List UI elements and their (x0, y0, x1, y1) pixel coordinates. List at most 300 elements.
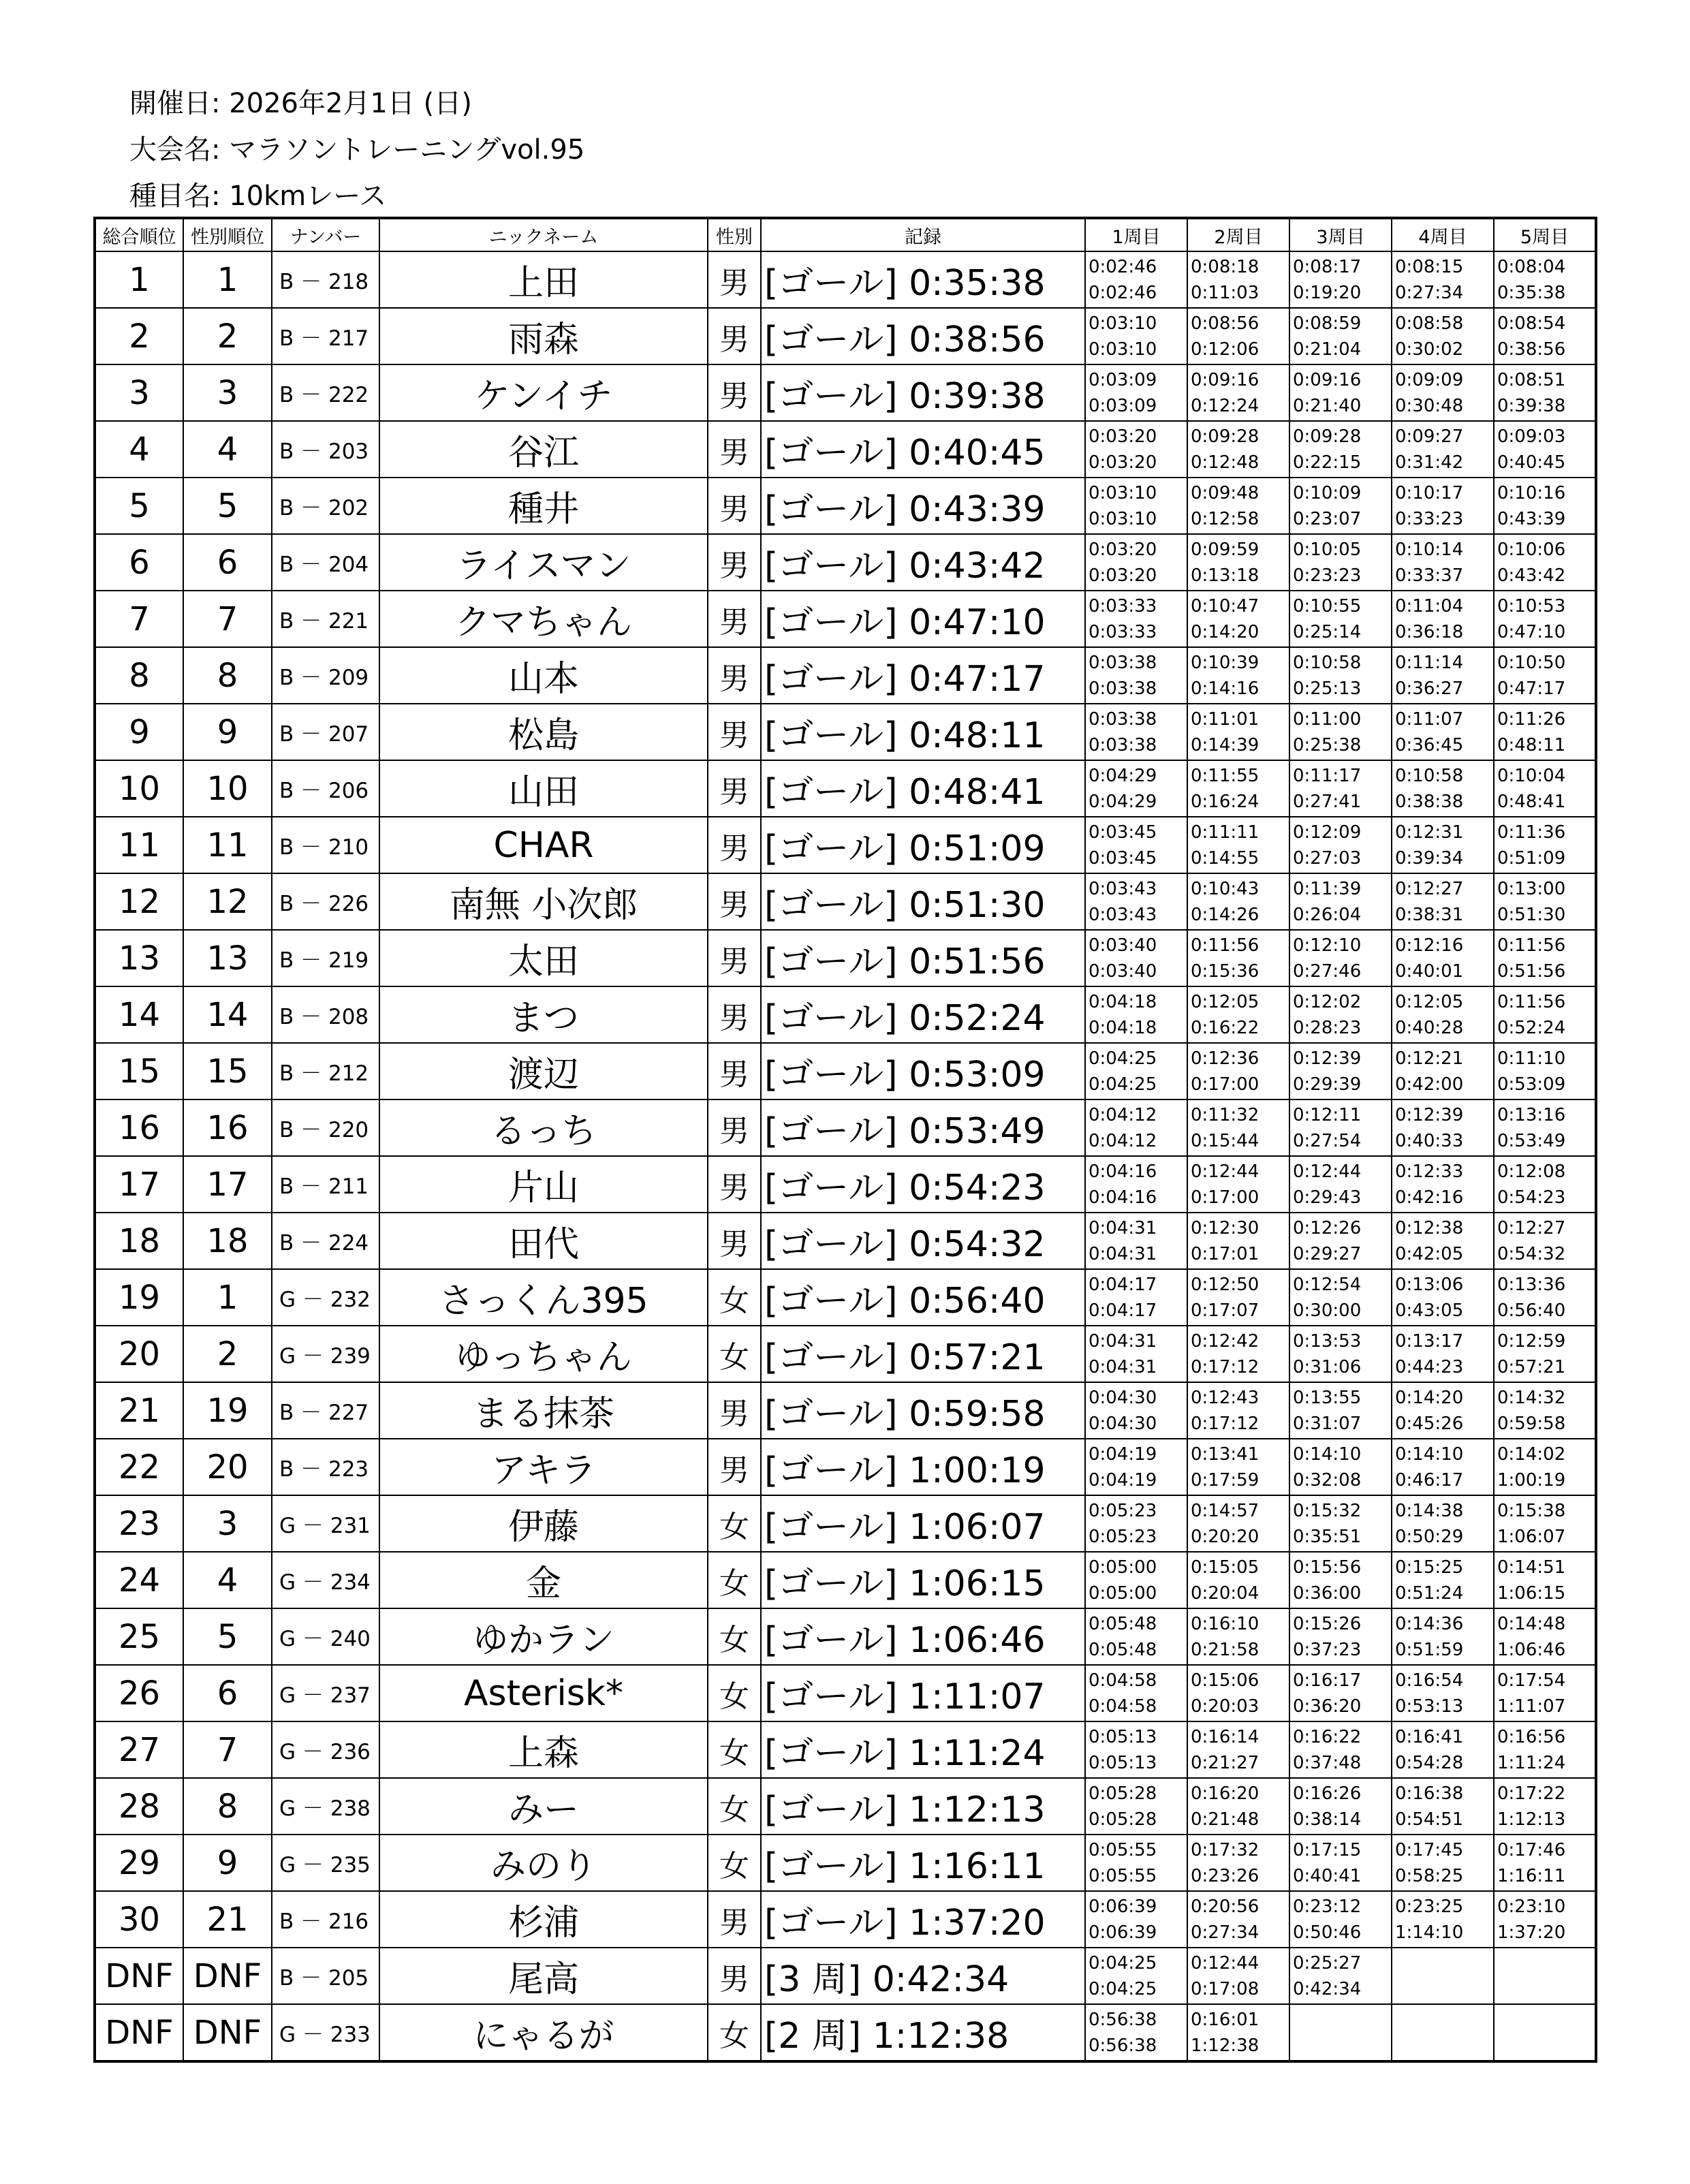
bib-number-cell: B － 222 (272, 364, 379, 421)
lap-cumulative-time: 0:40:33 (1395, 1130, 1464, 1151)
gender-cell: 男 (708, 534, 761, 591)
overall-rank-cell: 4 (95, 421, 183, 478)
lap-1-cell (1085, 251, 1187, 308)
lap-split-time: 0:04:19 (1089, 1444, 1157, 1465)
lap-cumulative-time: 0:59:58 (1497, 1413, 1566, 1434)
lap-5-cell (1494, 647, 1596, 704)
lap-split-time: 0:20:56 (1191, 1896, 1259, 1917)
lap-split-time: 0:10:53 (1497, 595, 1566, 617)
lap-split-time: 0:15:06 (1191, 1670, 1259, 1691)
lap-split-time: 0:17:15 (1293, 1839, 1362, 1860)
lap-3-cell (1289, 1665, 1392, 1721)
lap-cumulative-time: 0:05:55 (1089, 1865, 1157, 1886)
lap-cumulative-time: 1:06:46 (1497, 1639, 1566, 1660)
lap-3-cell (1289, 647, 1392, 704)
lap-3-cell (1289, 760, 1392, 817)
lap-split-time: 0:15:56 (1293, 1557, 1362, 1578)
lap-split-time: 0:15:32 (1293, 1500, 1362, 1521)
lap-split-time: 0:12:30 (1191, 1217, 1259, 1238)
table-row (95, 1721, 1596, 1778)
gender-cell: 女 (708, 1608, 761, 1665)
gender-rank-cell: 4 (183, 1552, 272, 1608)
overall-rank-cell: 27 (95, 1721, 183, 1778)
lap-split-time: 0:04:31 (1089, 1330, 1157, 1352)
lap-cumulative-time: 0:22:15 (1293, 452, 1362, 473)
nickname-cell: 谷江 (379, 421, 708, 478)
gender-cell: 男 (708, 986, 761, 1043)
event-header (129, 80, 584, 219)
lap-cumulative-time (1497, 1976, 1595, 2002)
overall-rank-cell: 15 (95, 1043, 183, 1099)
lap-split-time: 0:11:39 (1293, 878, 1362, 899)
gender-cell: 男 (708, 760, 761, 817)
lap-split-time: 0:13:55 (1293, 1387, 1362, 1408)
nickname-cell: 片山 (379, 1156, 708, 1213)
gender-cell: 男 (708, 647, 761, 704)
lap-split-time: 0:03:10 (1089, 482, 1157, 503)
overall-rank-cell: 23 (95, 1495, 183, 1552)
lap-split-time: 0:13:41 (1191, 1444, 1259, 1465)
gender-cell: 男 (708, 817, 761, 873)
lap-cumulative-time: 0:43:05 (1395, 1300, 1464, 1321)
lap-split-time: 0:16:14 (1191, 1726, 1259, 1747)
nickname-cell: ゆっちゃん (379, 1326, 708, 1382)
bib-number-cell: B － 202 (272, 478, 379, 534)
lap-2-cell (1187, 1835, 1289, 1891)
lap-3-cell (1289, 1326, 1392, 1382)
lap-split-time: 0:10:05 (1293, 539, 1362, 560)
gender-rank-cell: 21 (183, 1891, 272, 1948)
lap-cumulative-time: 0:17:08 (1191, 1978, 1259, 1999)
lap-cumulative-time: 0:50:46 (1293, 1922, 1362, 1943)
table-row (95, 1156, 1596, 1213)
lap-3-cell (1289, 1948, 1392, 2004)
lap-cumulative-time: 1:00:19 (1497, 1469, 1566, 1491)
lap-split-time: 0:16:26 (1293, 1783, 1362, 1804)
lap-4-cell (1392, 1043, 1494, 1099)
nickname-cell: Asterisk* (379, 1665, 708, 1721)
lap-split-time (1395, 1950, 1493, 1976)
overall-rank-cell: 2 (95, 308, 183, 364)
lap-split-time: 0:17:45 (1395, 1839, 1464, 1860)
lap-cumulative-time: 0:14:16 (1191, 678, 1259, 699)
record-cell: [ゴール] 0:38:56 (761, 308, 1085, 364)
gender-cell: 男 (708, 873, 761, 930)
lap-split-time: 0:10:58 (1395, 765, 1464, 786)
table-row (95, 930, 1596, 986)
lap-3-cell (1289, 1891, 1392, 1948)
lap-split-time: 0:12:33 (1395, 1161, 1464, 1182)
lap-split-time: 0:03:33 (1089, 595, 1157, 617)
lap-3-cell (1289, 251, 1392, 308)
results-table (93, 217, 1597, 2063)
lap-cumulative-time: 0:30:02 (1395, 339, 1464, 360)
nickname-cell: みー (379, 1778, 708, 1835)
table-row (95, 986, 1596, 1043)
overall-rank-cell: 14 (95, 986, 183, 1043)
lap-split-time: 0:05:28 (1089, 1783, 1157, 1804)
lap-cumulative-time: 0:27:54 (1293, 1130, 1362, 1151)
lap-2-cell (1187, 930, 1289, 986)
lap-split-time: 0:10:14 (1395, 539, 1464, 560)
lap-cumulative-time: 0:26:04 (1293, 904, 1362, 925)
lap-cumulative-time: 0:28:23 (1293, 1017, 1362, 1038)
lap-cumulative-time: 0:32:08 (1293, 1469, 1362, 1491)
gender-cell: 女 (708, 1269, 761, 1326)
lap-split-time: 0:08:59 (1293, 313, 1362, 334)
lap-split-time: 0:04:29 (1089, 765, 1157, 786)
lap-split-time: 0:04:18 (1089, 991, 1157, 1012)
record-cell: [ゴール] 1:11:07 (761, 1665, 1085, 1721)
lap-split-time: 0:11:56 (1497, 935, 1566, 956)
lap-cumulative-time: 0:54:51 (1395, 1809, 1464, 1830)
lap-1-cell (1085, 647, 1187, 704)
lap-split-time: 0:12:38 (1395, 1217, 1464, 1238)
lap-split-time: 0:12:10 (1293, 935, 1362, 956)
lap-split-time: 0:11:55 (1191, 765, 1259, 786)
table-row (95, 1608, 1596, 1665)
lap-cumulative-time: 1:11:07 (1497, 1696, 1566, 1717)
lap-split-time: 0:05:13 (1089, 1726, 1157, 1747)
lap-1-cell (1085, 1213, 1187, 1269)
nickname-cell: クマちゃん (379, 591, 708, 647)
lap-4-cell (1392, 704, 1494, 760)
bib-number-cell: G － 236 (272, 1721, 379, 1778)
lap-cumulative-time: 0:03:38 (1089, 734, 1157, 755)
lap-split-time: 0:06:39 (1089, 1896, 1157, 1917)
bib-number-cell: G － 232 (272, 1269, 379, 1326)
lap-cumulative-time: 0:36:45 (1395, 734, 1464, 755)
lap-4-cell (1392, 1948, 1494, 2004)
table-row (95, 1948, 1596, 2004)
lap-cumulative-time: 0:05:28 (1089, 1809, 1157, 1830)
lap-split-time: 0:12:26 (1293, 1217, 1362, 1238)
gender-rank-cell: 12 (183, 873, 272, 930)
lap-cumulative-time: 0:14:20 (1191, 621, 1259, 642)
lap-split-time: 0:05:55 (1089, 1839, 1157, 1860)
lap-2-cell (1187, 1156, 1289, 1213)
lap-split-time: 0:04:25 (1089, 1048, 1157, 1069)
lap-split-time: 0:10:16 (1497, 482, 1566, 503)
gender-rank-cell: 4 (183, 421, 272, 478)
lap-split-time: 0:03:43 (1089, 878, 1157, 899)
overall-rank-cell: 16 (95, 1099, 183, 1156)
lap-4-cell (1392, 478, 1494, 534)
lap-split-time: 0:08:15 (1395, 256, 1464, 277)
lap-split-time: 0:10:09 (1293, 482, 1362, 503)
col-header-number: ナンバー (272, 218, 379, 251)
lap-cumulative-time: 0:17:07 (1191, 1300, 1259, 1321)
lap-4-cell (1392, 1439, 1494, 1495)
record-cell: [ゴール] 1:06:15 (761, 1552, 1085, 1608)
lap-cumulative-time: 0:38:14 (1293, 1809, 1362, 1830)
lap-split-time (1497, 2007, 1595, 2033)
lap-5-cell (1494, 251, 1596, 308)
gender-cell: 女 (708, 2004, 761, 2061)
record-cell: [ゴール] 1:16:11 (761, 1835, 1085, 1891)
record-cell: [ゴール] 0:52:24 (761, 986, 1085, 1043)
bib-number-cell: B － 220 (272, 1099, 379, 1156)
table-row (95, 647, 1596, 704)
gender-rank-cell: 11 (183, 817, 272, 873)
lap-cumulative-time: 0:53:49 (1497, 1130, 1566, 1151)
lap-cumulative-time: 0:53:13 (1395, 1696, 1464, 1717)
lap-4-cell (1392, 2004, 1494, 2061)
lap-split-time: 0:12:08 (1497, 1161, 1566, 1182)
overall-rank-cell: 1 (95, 251, 183, 308)
bib-number-cell: B － 216 (272, 1891, 379, 1948)
gender-rank-cell: DNF (183, 1948, 272, 2004)
lap-split-time (1293, 2007, 1391, 2033)
table-row (95, 534, 1596, 591)
lap-1-cell (1085, 1835, 1187, 1891)
lap-split-time: 0:23:25 (1395, 1896, 1464, 1917)
lap-2-cell (1187, 1326, 1289, 1382)
lap-3-cell (1289, 534, 1392, 591)
lap-5-cell (1494, 930, 1596, 986)
lap-split-time: 0:08:51 (1497, 369, 1566, 390)
lap-cumulative-time: 0:16:24 (1191, 791, 1259, 812)
lap-3-cell (1289, 1608, 1392, 1665)
record-cell: [ゴール] 0:47:17 (761, 647, 1085, 704)
gender-rank-cell: 8 (183, 647, 272, 704)
lap-5-cell (1494, 1043, 1596, 1099)
lap-3-cell (1289, 1721, 1392, 1778)
lap-split-time: 0:11:36 (1497, 822, 1566, 843)
lap-split-time: 0:04:30 (1089, 1387, 1157, 1408)
lap-2-cell (1187, 251, 1289, 308)
lap-cumulative-time: 0:12:06 (1191, 339, 1259, 360)
overall-rank-cell: 19 (95, 1269, 183, 1326)
lap-cumulative-time: 0:56:38 (1089, 2035, 1157, 2056)
record-cell: [ゴール] 0:48:11 (761, 704, 1085, 760)
lap-split-time: 0:04:31 (1089, 1217, 1157, 1238)
record-cell: [ゴール] 0:59:58 (761, 1382, 1085, 1439)
record-cell: [ゴール] 0:39:38 (761, 364, 1085, 421)
record-cell: [ゴール] 1:06:07 (761, 1495, 1085, 1552)
lap-cumulative-time: 0:50:29 (1395, 1526, 1464, 1547)
lap-split-time: 0:11:56 (1191, 935, 1259, 956)
record-cell: [ゴール] 0:53:09 (761, 1043, 1085, 1099)
gender-cell: 男 (708, 364, 761, 421)
col-header-gender: 性別 (708, 218, 761, 251)
lap-cumulative-time: 0:03:20 (1089, 452, 1157, 473)
lap-split-time: 0:16:22 (1293, 1726, 1362, 1747)
record-cell: [ゴール] 1:37:20 (761, 1891, 1085, 1948)
nickname-cell: 伊藤 (379, 1495, 708, 1552)
table-row (95, 251, 1596, 308)
overall-rank-cell: 24 (95, 1552, 183, 1608)
lap-split-time: 0:03:38 (1089, 708, 1157, 730)
table-row (95, 1778, 1596, 1835)
overall-rank-cell: 21 (95, 1382, 183, 1439)
lap-split-time: 0:10:55 (1293, 595, 1362, 617)
lap-1-cell (1085, 1156, 1187, 1213)
lap-1-cell (1085, 308, 1187, 364)
nickname-cell: CHAR (379, 817, 708, 873)
lap-split-time: 0:03:40 (1089, 935, 1157, 956)
record-cell: [ゴール] 1:00:19 (761, 1439, 1085, 1495)
nickname-cell: さっくん395 (379, 1269, 708, 1326)
lap-split-time: 0:10:39 (1191, 652, 1259, 673)
lap-split-time: 0:09:16 (1191, 369, 1259, 390)
table-row (95, 817, 1596, 873)
lap-split-time: 0:12:05 (1395, 991, 1464, 1012)
lap-split-time: 0:10:58 (1293, 652, 1362, 673)
lap-3-cell (1289, 1043, 1392, 1099)
nickname-cell: 松島 (379, 704, 708, 760)
lap-2-cell (1187, 1269, 1289, 1326)
lap-5-cell (1494, 1552, 1596, 1608)
lap-cumulative-time: 1:37:20 (1497, 1922, 1566, 1943)
gender-cell: 男 (708, 421, 761, 478)
gender-rank-cell: 7 (183, 1721, 272, 1778)
record-cell: [ゴール] 0:54:23 (761, 1156, 1085, 1213)
lap-split-time: 0:08:54 (1497, 313, 1566, 334)
nickname-cell: 杉浦 (379, 1891, 708, 1948)
gender-cell: 男 (708, 1043, 761, 1099)
table-row (95, 1439, 1596, 1495)
nickname-cell: ケンイチ (379, 364, 708, 421)
lap-split-time: 0:15:05 (1191, 1557, 1259, 1578)
lap-cumulative-time: 0:21:04 (1293, 339, 1362, 360)
lap-2-cell (1187, 873, 1289, 930)
gender-cell: 男 (708, 1891, 761, 1948)
nickname-cell: 山田 (379, 760, 708, 817)
lap-cumulative-time: 0:02:46 (1089, 282, 1157, 303)
lap-2-cell (1187, 1608, 1289, 1665)
lap-1-cell (1085, 1495, 1187, 1552)
lap-split-time: 0:10:50 (1497, 652, 1566, 673)
lap-split-time: 0:16:38 (1395, 1783, 1464, 1804)
lap-split-time: 0:17:22 (1497, 1783, 1566, 1804)
lap-cumulative-time: 0:03:09 (1089, 395, 1157, 416)
lap-3-cell (1289, 1156, 1392, 1213)
lap-cumulative-time: 0:05:48 (1089, 1639, 1157, 1660)
lap-split-time: 0:14:57 (1191, 1500, 1259, 1521)
gender-rank-cell: 14 (183, 986, 272, 1043)
lap-2-cell (1187, 1043, 1289, 1099)
lap-cumulative-time: 0:47:17 (1497, 678, 1566, 699)
lap-split-time: 0:17:54 (1497, 1670, 1566, 1691)
gender-cell: 男 (708, 591, 761, 647)
lap-cumulative-time: 0:04:12 (1089, 1130, 1157, 1151)
record-cell: [ゴール] 0:53:49 (761, 1099, 1085, 1156)
lap-cumulative-time: 1:14:10 (1395, 1922, 1464, 1943)
gender-rank-cell: 6 (183, 534, 272, 591)
lap-split-time: 0:17:46 (1497, 1839, 1566, 1860)
table-row (95, 478, 1596, 534)
lap-2-cell (1187, 1721, 1289, 1778)
bib-number-cell: B － 221 (272, 591, 379, 647)
lap-2-cell (1187, 534, 1289, 591)
lap-2-cell (1187, 647, 1289, 704)
lap-split-time: 0:14:20 (1395, 1387, 1464, 1408)
lap-1-cell (1085, 760, 1187, 817)
lap-2-cell (1187, 478, 1289, 534)
lap-5-cell (1494, 704, 1596, 760)
table-row (95, 591, 1596, 647)
lap-split-time: 0:11:32 (1191, 1104, 1259, 1125)
record-cell: [ゴール] 1:06:46 (761, 1608, 1085, 1665)
lap-split-time: 0:13:06 (1395, 1274, 1464, 1295)
gender-cell: 女 (708, 1665, 761, 1721)
lap-1-cell (1085, 534, 1187, 591)
overall-rank-cell: 11 (95, 817, 183, 873)
col-header-record: 記録 (761, 218, 1085, 251)
lap-split-time: 0:09:48 (1191, 482, 1259, 503)
lap-split-time: 0:23:10 (1497, 1896, 1566, 1917)
lap-1-cell (1085, 1552, 1187, 1608)
lap-cumulative-time: 0:40:45 (1497, 452, 1566, 473)
lap-split-time: 0:12:16 (1395, 935, 1464, 956)
event-date: 開催日: 2026年2月1日 (日) (129, 88, 472, 119)
bib-number-cell: B － 223 (272, 1439, 379, 1495)
lap-4-cell (1392, 1495, 1494, 1552)
lap-cumulative-time: 0:04:25 (1089, 1978, 1157, 1999)
lap-cumulative-time: 0:13:18 (1191, 565, 1259, 586)
bib-number-cell: B － 217 (272, 308, 379, 364)
col-header-gender-rank: 性別順位 (183, 218, 272, 251)
nickname-cell: みのり (379, 1835, 708, 1891)
lap-1-cell (1085, 986, 1187, 1043)
gender-rank-cell: 20 (183, 1439, 272, 1495)
lap-3-cell (1289, 1835, 1392, 1891)
lap-cumulative-time: 0:19:20 (1293, 282, 1362, 303)
lap-cumulative-time: 0:43:39 (1497, 508, 1566, 529)
table-row (95, 1326, 1596, 1382)
lap-cumulative-time: 0:39:34 (1395, 847, 1464, 869)
lap-cumulative-time: 0:52:24 (1497, 1017, 1566, 1038)
lap-3-cell (1289, 1552, 1392, 1608)
bib-number-cell: B － 204 (272, 534, 379, 591)
record-cell: [ゴール] 0:43:39 (761, 478, 1085, 534)
lap-cumulative-time: 0:12:24 (1191, 395, 1259, 416)
lap-5-cell (1494, 1721, 1596, 1778)
lap-cumulative-time: 0:42:05 (1395, 1243, 1464, 1264)
overall-rank-cell: 6 (95, 534, 183, 591)
gender-cell: 男 (708, 1099, 761, 1156)
lap-cumulative-time: 0:05:23 (1089, 1526, 1157, 1547)
nickname-cell: 山本 (379, 647, 708, 704)
gender-cell: 男 (708, 1439, 761, 1495)
lap-cumulative-time: 0:27:41 (1293, 791, 1362, 812)
lap-cumulative-time: 0:03:40 (1089, 961, 1157, 982)
lap-5-cell (1494, 2004, 1596, 2061)
lap-split-time: 0:12:44 (1191, 1952, 1259, 1974)
lap-cumulative-time: 0:21:40 (1293, 395, 1362, 416)
lap-3-cell (1289, 364, 1392, 421)
lap-1-cell (1085, 1721, 1187, 1778)
gender-rank-cell: 15 (183, 1043, 272, 1099)
lap-split-time (1497, 1950, 1595, 1976)
nickname-cell: 種井 (379, 478, 708, 534)
lap-1-cell (1085, 591, 1187, 647)
table-row (95, 1835, 1596, 1891)
bib-number-cell: B － 219 (272, 930, 379, 986)
lap-cumulative-time: 0:27:34 (1395, 282, 1464, 303)
lap-cumulative-time: 0:21:58 (1191, 1639, 1259, 1660)
lap-split-time: 0:12:21 (1395, 1048, 1464, 1069)
bib-number-cell: G － 235 (272, 1835, 379, 1891)
lap-3-cell (1289, 704, 1392, 760)
lap-4-cell (1392, 1721, 1494, 1778)
lap-cumulative-time: 0:03:45 (1089, 847, 1157, 869)
nickname-cell: 太田 (379, 930, 708, 986)
lap-cumulative-time: 0:29:43 (1293, 1187, 1362, 1208)
lap-cumulative-time: 1:12:38 (1191, 2035, 1259, 2056)
overall-rank-cell: 13 (95, 930, 183, 986)
